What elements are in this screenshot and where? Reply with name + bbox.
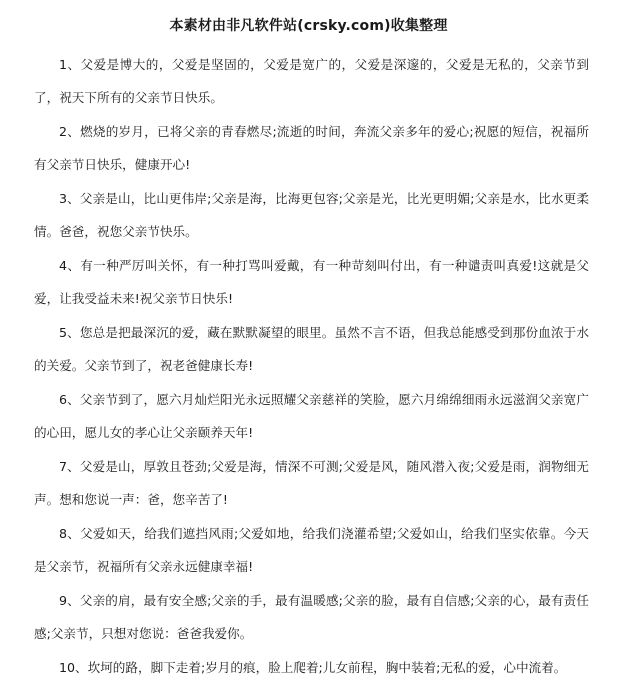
paragraph: 4、有一种严厉叫关怀，有一种打骂叫爱戴，有一种苛刻叫付出，有一种谴责叫真爱!这就是父爱，让我受益未来!祝父亲节日快乐! <box>34 258 589 306</box>
paragraph: 6、父亲节到了，愿六月灿烂阳光永远照耀父亲慈祥的笑脸，愿六月绵绵细雨永远滋润父亲宽广的心田，愿儿女的孝心让父亲颐养天年! <box>34 392 589 440</box>
document-title: 本素材由非凡软件站(crsky.com)收集整理 <box>169 18 448 34</box>
paragraph: 8、父爱如天，给我们遮挡风雨;父爱如地，给我们浇灌希望;父爱如山，给我们坚实依靠。今天是父亲节，祝福所有父亲永远健康幸福! <box>34 526 589 574</box>
paragraph: 2、燃烧的岁月，已将父亲的青春燃尽;流逝的时间，奔流父亲多年的爱心;祝愿的短信，祝福所有父亲节日快乐，健康开心! <box>34 124 589 172</box>
paragraph-list <box>34 48 589 685</box>
paragraph: 9、父亲的肩，最有安全感;父亲的手，最有温暖感;父亲的脸，最有自信感;父亲的心，最有责任感;父亲节，只想对您说：爸爸我爱你。 <box>34 593 589 641</box>
paragraph: 10、坎坷的路，脚下走着;岁月的痕，脸上爬着;儿女前程，胸中装着;无私的爱，心中流着。 <box>59 660 567 675</box>
paragraph: 3、父亲是山，比山更伟岸;父亲是海，比海更包容;父亲是光，比光更明媚;父亲是水，比水更柔情。爸爸，祝您父亲节快乐。 <box>34 191 589 239</box>
paragraph: 7、父爱是山，厚敦且苍劲;父爱是海，情深不可测;父爱是风，随风潜入夜;父爱是雨，润物细无声。想和您说一声：爸，您辛苦了! <box>34 459 589 507</box>
paragraph: 1、父爱是博大的，父爱是坚固的，父爱是宽广的，父爱是深邃的，父爱是无私的，父亲节到了，祝天下所有的父亲节日快乐。 <box>34 57 589 105</box>
paragraph: 5、您总是把最深沉的爱，藏在默默凝望的眼里。虽然不言不语，但我总能感受到那份血浓于水的关爱。父亲节到了，祝老爸健康长寿! <box>34 325 589 373</box>
